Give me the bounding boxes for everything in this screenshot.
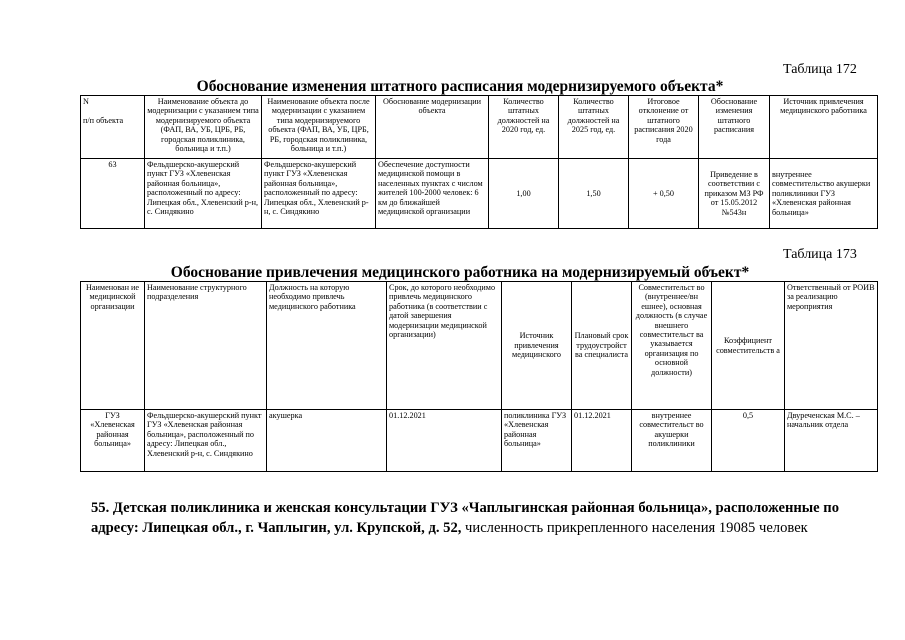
- t172-cell: Приведение в соответствии с приказом МЗ РФ от 15.05.2012 №543н: [699, 159, 770, 229]
- table-row: [81, 410, 878, 472]
- table-173-number: Таблица 173: [783, 247, 857, 262]
- t172-header-cell: Наименование объекта до модернизации с указанием типа модернизируемого объекта (ФАП, ВА, УБ, ЦРБ, РБ, городская поликлиника, больница и т.п.): [145, 96, 262, 159]
- t172-cell: Фельдшерско-акушерский пункт ГУЗ «Хлевенская районная больница», расположенный по адресу: Липецкая обл., Хлевенский р-н, с. Синдякино: [262, 159, 376, 229]
- table-173-header-row: [81, 282, 878, 410]
- t173-header-cell: Должность на которую необходимо привлечь медицинского работника: [267, 282, 387, 410]
- t173-cell: 0,5: [712, 410, 785, 472]
- section-55-population: численность прикрепленного населения 19085 человек: [461, 520, 808, 536]
- t172-header-cell: Источник привлечения медицинского работника: [770, 96, 878, 159]
- t173-cell: Фельдшерско-акушерский пункт ГУЗ «Хлевенская районная больница», расположенный по адресу: Липецкая обл., Хлевенский р-н, с. Синдякино: [145, 410, 267, 472]
- t173-header-cell: Наименование структурного подразделения: [145, 282, 267, 410]
- t172-header-cell: Обоснование изменения штатного расписания: [699, 96, 770, 159]
- t173-header-cell: Ответственный от РОИВ за реализацию мероприятия: [785, 282, 878, 410]
- t172-header-cell: Количество штатных должностей на 2025 год, ед.: [559, 96, 629, 159]
- table-172-header-row: [81, 96, 878, 159]
- t172-header-cell: Наименование объекта после модернизации с указанием типа модернизируемого объекта (ФАП, ВА, УБ, ЦРБ, РБ, городская поликлиника, больница и т.п.): [262, 96, 376, 159]
- t172-cell: 1,00: [489, 159, 559, 229]
- table-row: [81, 159, 878, 229]
- t172-cell: внутреннее совместительство акушерки поликлиники ГУЗ «Хлевенская районная больница»: [770, 159, 878, 229]
- t173-cell: акушерка: [267, 410, 387, 472]
- table-172: [80, 95, 878, 229]
- section-55-heading: 55. Детская поликлиника и женская консультации ГУЗ «Чаплыгинская районная больница», расположенные по адресу: Липецкая обл., г. Чаплыгин, ул. Крупской, д. 52,: [91, 500, 839, 536]
- t172-cell: + 0,50: [629, 159, 699, 229]
- t173-cell: поликлиника ГУЗ «Хлевенская районная больница»: [502, 410, 572, 472]
- t173-cell: ГУЗ «Хлевенская районная больница»: [81, 410, 145, 472]
- t172-cell: 63: [81, 159, 145, 229]
- t173-header-cell: Совместительст во (внутреннее/вн ешнее), основная должность (в случае внешнего совместительст ва указывается организация по основной должности): [632, 282, 712, 410]
- t173-header-cell: Коэффициент совместительств а: [712, 282, 785, 410]
- t173-cell: Двуреченская М.С. – начальник отдела: [785, 410, 878, 472]
- t172-header-cell: Количество штатных должностей на 2020 год, ед.: [489, 96, 559, 159]
- t172-header-cell: N п/п объекта: [81, 96, 145, 159]
- section-55-paragraph: [91, 498, 881, 538]
- t173-cell: 01.12.2021: [572, 410, 632, 472]
- table-173-title: Обоснование привлечения медицинского работника на модернизируемый объект*: [170, 264, 750, 281]
- t173-cell: внутреннее совместительст во акушерки поликлиники: [632, 410, 712, 472]
- t173-header-cell: Срок, до которого необходимо привлечь медицинского работника (в соответствии с датой завершения модернизации медицинской организации): [387, 282, 502, 410]
- t173-cell: 01.12.2021: [387, 410, 502, 472]
- table-172-title: Обоснование изменения штатного расписания модернизируемого объекта*: [196, 78, 724, 95]
- t172-cell: Фельдшерско-акушерский пункт ГУЗ «Хлевенская районная больница», расположенный по адресу: Липецкая обл., Хлевенский р-н, с. Синдякино: [145, 159, 262, 229]
- t173-header-cell: Наименован ие медицинской организации: [81, 282, 145, 410]
- t173-header-cell: Источник привлечения медицинского: [502, 282, 572, 410]
- t172-header-cell: Итоговое отклонение от штатного расписания 2020 года: [629, 96, 699, 159]
- table-172-number: Таблица 172: [783, 62, 857, 77]
- t172-cell: 1,50: [559, 159, 629, 229]
- t173-header-cell: Плановый срок трудоустройст ва специалиста: [572, 282, 632, 410]
- table-173: [80, 281, 878, 472]
- t172-header-cell: Обоснование модернизации объекта: [376, 96, 489, 159]
- t172-cell: Обеспечение доступности медицинской помощи в населенных пунктах с числом жителей 100-2000 человек: 6 км до ближайшей медицинской организации: [376, 159, 489, 229]
